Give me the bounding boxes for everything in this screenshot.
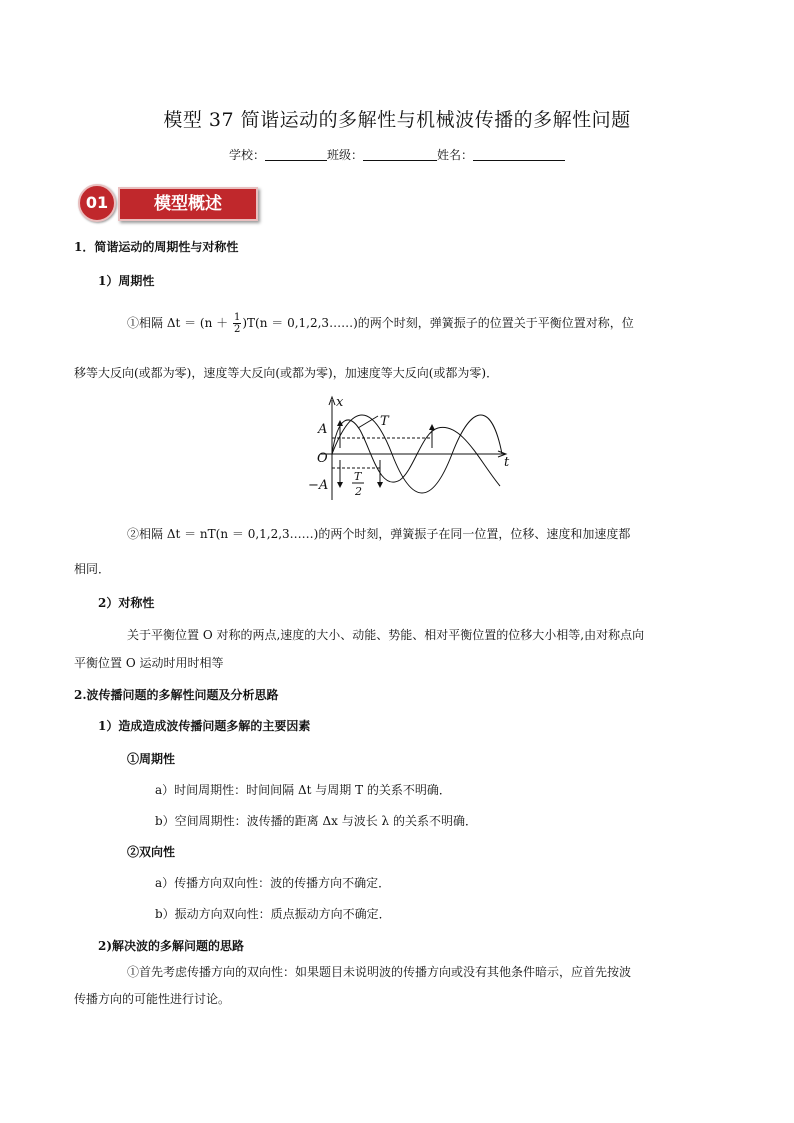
student-info-line: [0, 146, 794, 163]
x-axis-label: x: [336, 395, 344, 410]
paragraph-solution: ①首先考虑传播方向的双向性：如果题目未说明波的传播方向或没有其他条件暗示，应首先按波: [127, 965, 632, 979]
paragraph-periodicity-2-line2: 相同．: [74, 562, 111, 576]
name-blank: [473, 148, 565, 161]
p1-start: ①相隔 Δt ＝ (n ＋: [127, 316, 232, 330]
arrowhead-down-left: [337, 482, 343, 488]
amplitude-label: A: [318, 422, 328, 437]
paragraph-symmetry: 关于平衡位置 O 对称的两点,速度的大小、动能、势能、相对平衡位置的位移大小相等,由对称点向: [127, 628, 645, 642]
school-label: 学校：: [228, 148, 265, 162]
fraction-numerator: 1: [233, 312, 241, 323]
section-banner: [78, 183, 258, 221]
item-bidirectionality: ②双向性: [127, 845, 176, 859]
half-period-numerator: T: [354, 470, 362, 483]
class-blank: [363, 148, 437, 161]
item-periodicity: ①周期性: [127, 752, 176, 766]
paragraph-solution-line2: 传播方向的可能性进行讨论。: [74, 992, 231, 1006]
item-propagation-direction: a）传播方向双向性：波的传播方向不确定．: [155, 876, 391, 890]
subheading-causes: 1）造成造成波传播问题多解的主要因素: [98, 719, 311, 733]
paragraph-periodicity-1-line2: 移等大反向(或都为零)，速度等大反向(或都为零)，加速度等大反向(或都为零)．: [74, 366, 499, 380]
subheading-solution: 2)解决波的多解问题的思路: [98, 939, 245, 953]
shm-wave-figure: [300, 392, 520, 500]
class-label: 班级：: [326, 148, 363, 162]
heading-2: 2.波传播问题的多解性问题及分析思路: [74, 688, 279, 702]
subheading-symmetry: 2）对称性: [98, 596, 155, 610]
subheading-periodicity: 1）周期性: [98, 274, 155, 288]
heading-1: 1．简谐运动的周期性与对称性: [74, 240, 239, 254]
page-title: 模型 37 简谐运动的多解性与机械波传播的多解性问题: [163, 109, 631, 131]
item-time-periodicity: a）时间周期性：时间间隔 Δt 与周期 T 的关系不明确．: [155, 783, 451, 797]
section-number: 01: [78, 184, 116, 222]
origin-label: O: [317, 451, 328, 466]
item-vibration-direction: b）振动方向双向性：质点振动方向不确定．: [155, 907, 391, 921]
arrowhead-down-right: [377, 482, 383, 488]
school-blank: [265, 148, 327, 161]
negative-amplitude-label: −A: [308, 478, 329, 493]
period-label: T: [380, 414, 389, 429]
paragraph-periodicity-2: ②相隔 Δt ＝ nT(n ＝ 0,1,2,3……)的两个时刻，弹簧振子在同一位置，位移、速度和加速度都: [127, 527, 631, 541]
section-label: 模型概述: [118, 187, 258, 221]
paragraph-symmetry-line2: 平衡位置 O 运动时用时相等: [74, 656, 224, 670]
p1-end: )T(n ＝ 0,1,2,3……)的两个时刻，弹簧振子的位置关于平衡位置对称，位: [242, 316, 634, 330]
item-space-periodicity: b）空间周期性：波传播的距离 Δx 与波长 λ 的关系不明确．: [155, 814, 477, 828]
half-period-denominator: 2: [355, 485, 362, 498]
fraction-one-half: [233, 312, 241, 335]
arrowhead-up-right: [429, 424, 435, 430]
paragraph-periodicity-1: [127, 312, 634, 335]
fraction-denominator: 2: [233, 324, 241, 335]
name-label: 姓名：: [437, 148, 474, 162]
t-axis-label: t: [504, 455, 510, 470]
